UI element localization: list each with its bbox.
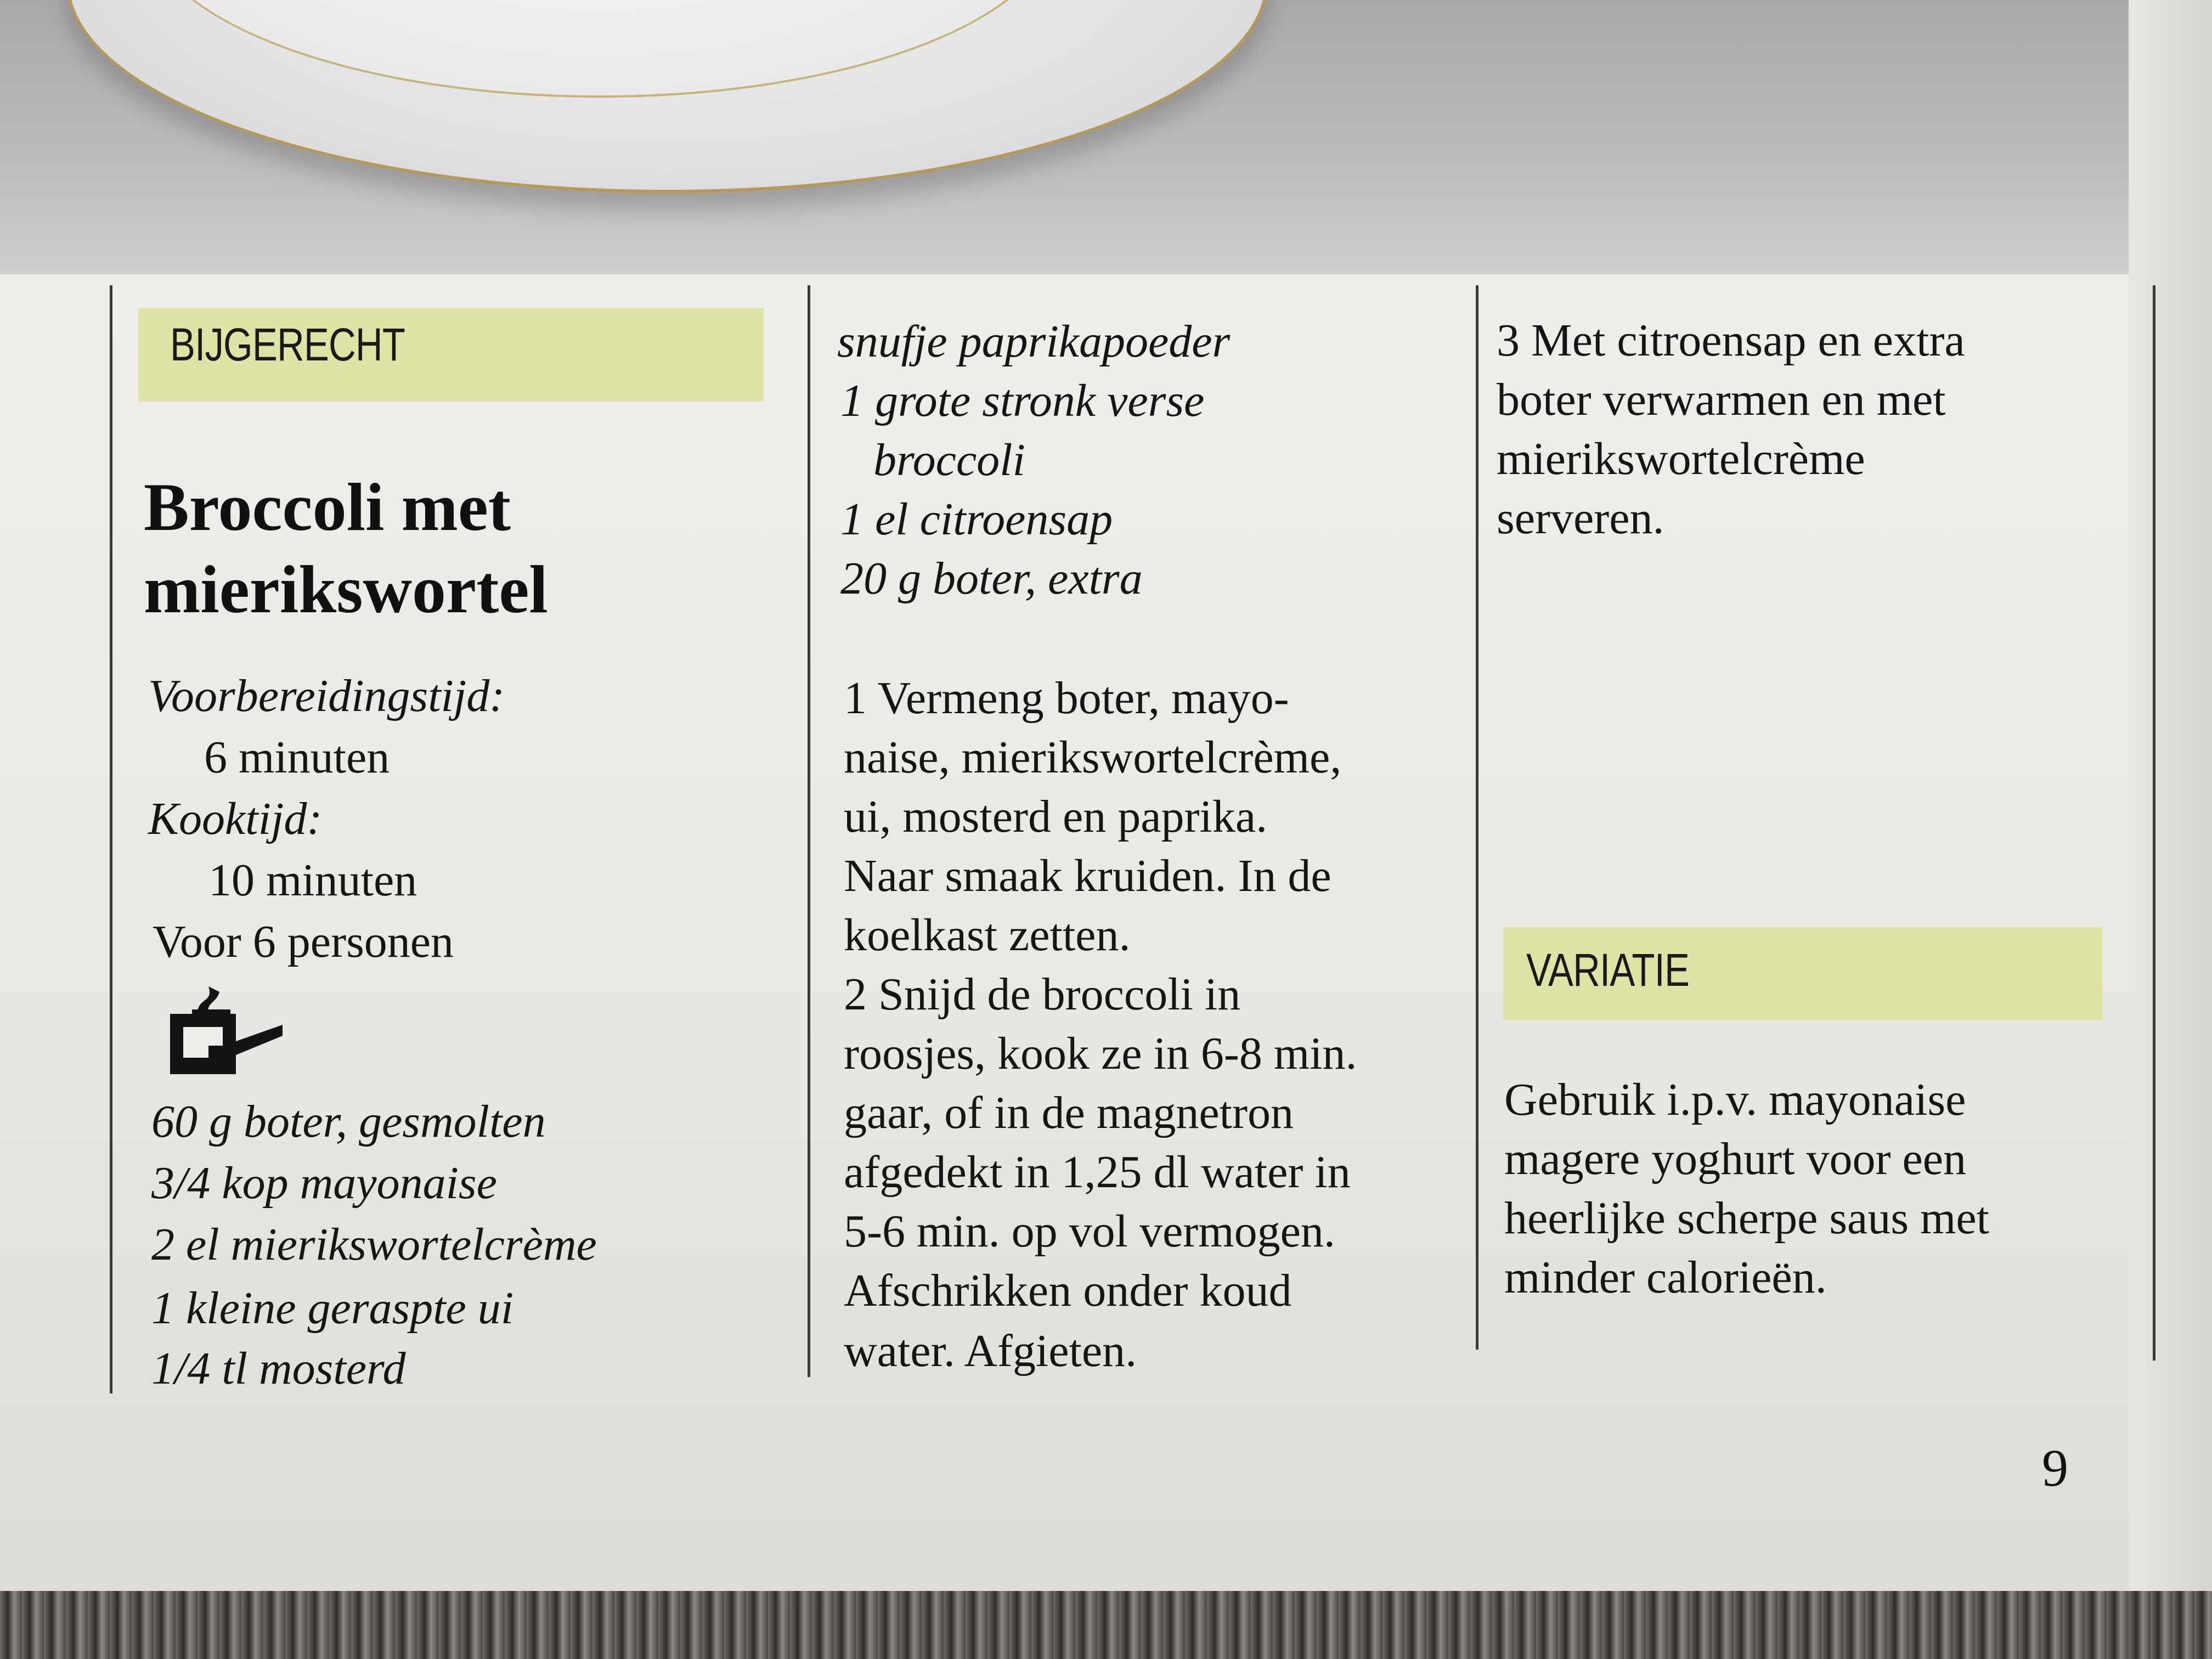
step-line-11: Afschrikken onder koud <box>844 1265 1292 1316</box>
column-rule-right <box>2153 285 2155 1361</box>
column-rule-2 <box>1476 285 1479 1350</box>
ingredient-3: 2 el mierikswortelcrème <box>151 1219 597 1270</box>
ingredient-6: snufje paprikapoeder <box>837 316 1231 367</box>
servings: Voor 6 personen <box>153 916 454 967</box>
title-line-2: mierikswortel <box>144 552 548 627</box>
variation-line-4: minder calorieën. <box>1504 1252 1827 1303</box>
step-line-5: koelkast zetten. <box>844 910 1131 961</box>
step-line-15: mierikswortelcrème <box>1497 433 1865 484</box>
prep-value: 6 minuten <box>204 732 390 783</box>
page-number: 9 <box>2042 1438 2068 1497</box>
cook-value: 10 minuten <box>208 855 417 906</box>
ingredient-7-cont: broccoli <box>873 435 1025 486</box>
step-line-3: ui, mosterd en paprika. <box>844 791 1268 842</box>
ingredient-8: 1 el citroensap <box>840 494 1113 545</box>
step-line-12: water. Afgieten. <box>844 1325 1137 1376</box>
granite-countertop <box>0 1591 2212 1659</box>
ingredient-7: 1 grote stronk verse <box>840 375 1205 426</box>
title-line-1: Broccoli met <box>144 470 511 545</box>
step-line-1: 1 Vermeng boter, mayo- <box>844 673 1289 724</box>
step-line-6: 2 Snijd de broccoli in <box>844 969 1241 1020</box>
variation-header: VARIATIE <box>1526 944 1690 996</box>
saucepan-icon <box>165 981 285 1080</box>
ingredient-9: 20 g boter, extra <box>840 553 1143 604</box>
prep-label: Voorbereidingstijd: <box>148 670 505 721</box>
variation-line-3: heerlijke scherpe saus met <box>1504 1193 1989 1244</box>
step-line-4: Naar smaak kruiden. In de <box>844 850 1331 901</box>
food-photo <box>0 0 2212 280</box>
ingredient-2: 3/4 kop mayonaise <box>151 1158 497 1209</box>
column-rule-1 <box>808 285 810 1377</box>
step-line-16: serveren. <box>1497 493 1664 544</box>
variation-line-1: Gebruik i.p.v. mayonaise <box>1504 1074 1966 1125</box>
step-line-10: 5-6 min. op vol vermogen. <box>844 1206 1335 1257</box>
section-header: BIJGERECHT <box>170 319 405 370</box>
step-line-14: boter verwarmen en met <box>1497 374 1946 425</box>
step-line-8: gaar, of in de magnetron <box>844 1087 1294 1138</box>
step-line-9: afgedekt in 1,25 dl water in <box>844 1147 1351 1198</box>
step-line-2: naise, mierikswortelcrème, <box>844 732 1342 783</box>
recipe-title <box>144 466 747 631</box>
step-line-13: 3 Met citroensap en extra <box>1497 315 1965 366</box>
column-rule-left <box>110 285 112 1393</box>
ingredient-1: 60 g boter, gesmolten <box>151 1096 546 1147</box>
variation-line-2: magere yoghurt voor een <box>1504 1133 1967 1184</box>
page-edge <box>2129 0 2212 1659</box>
ingredient-5: 1/4 tl mosterd <box>151 1343 406 1394</box>
cook-label: Kooktijd: <box>148 793 323 844</box>
step-line-7: roosjes, kook ze in 6-8 min. <box>844 1028 1357 1079</box>
ingredient-4: 1 kleine geraspte ui <box>151 1283 514 1334</box>
